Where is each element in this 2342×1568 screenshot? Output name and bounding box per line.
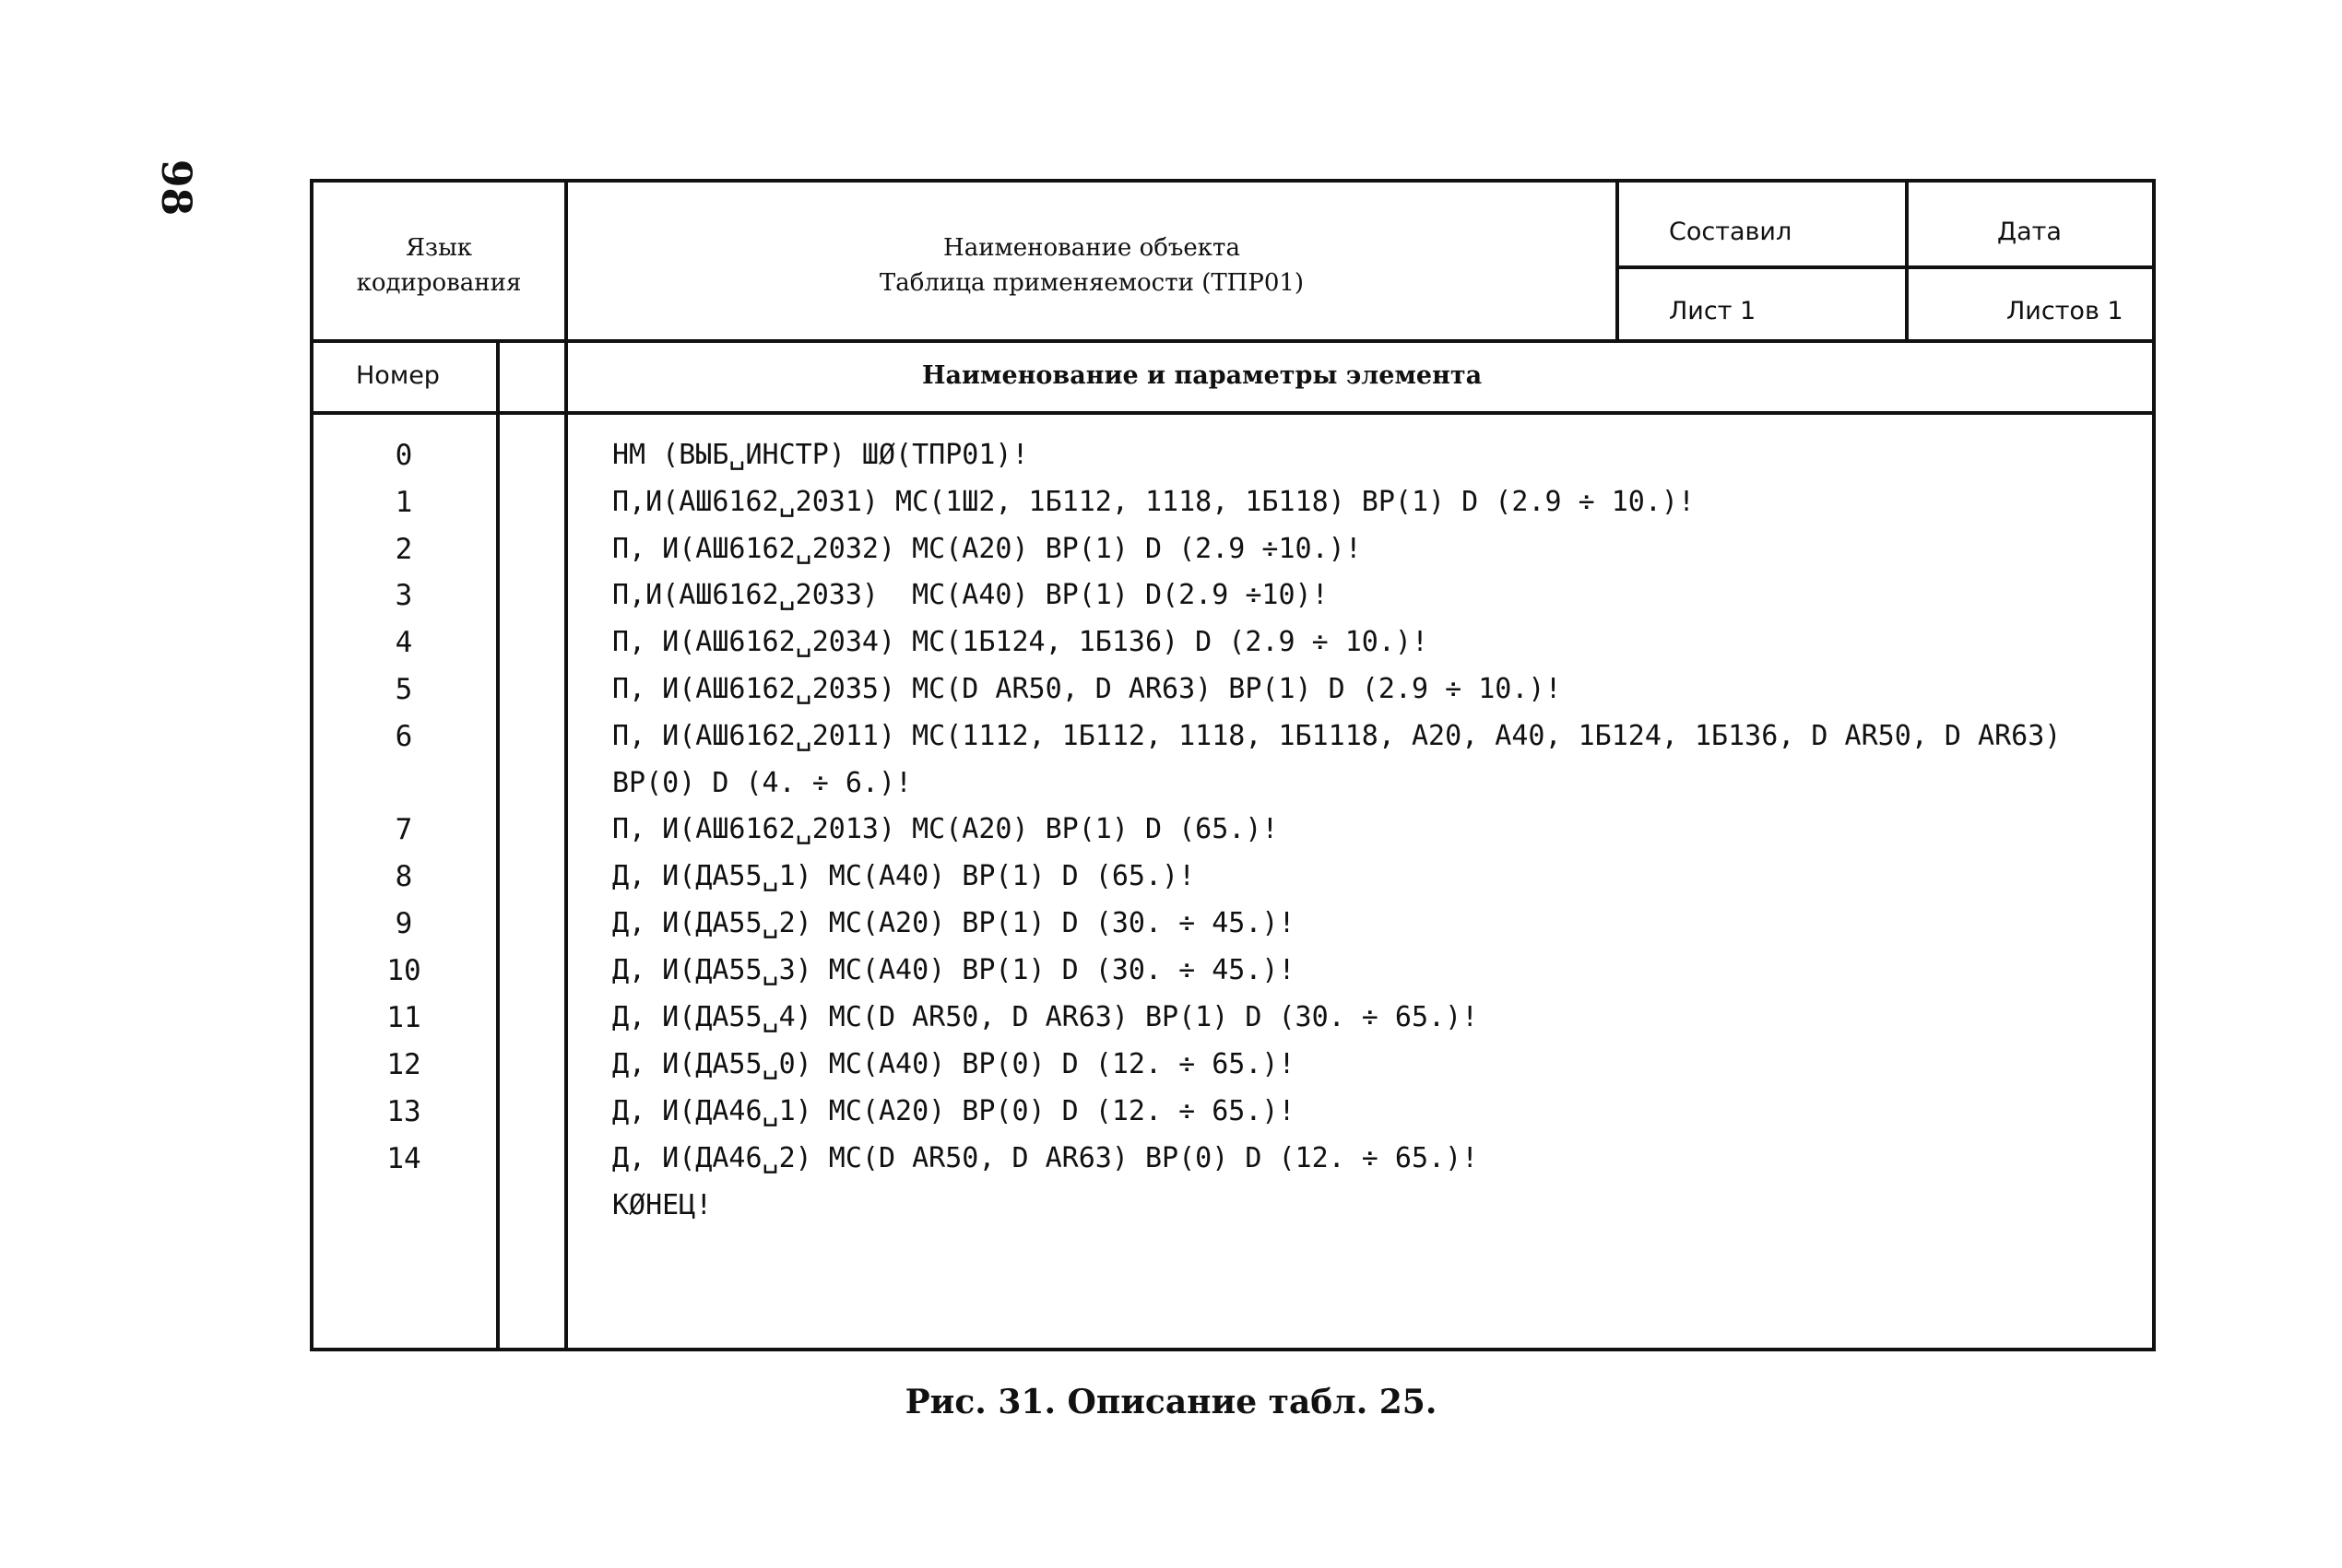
row-number: 4	[395, 626, 413, 659]
description-table	[310, 179, 2156, 1351]
language-label-line1: Язык	[405, 234, 473, 262]
row-code: П, И(АШ6162␣2013) МС(А20) ВР(1) D (65.)!	[612, 813, 1279, 845]
row-code: НМ (ВЫБ␣ИНСТР) ШØ(ТПР01)!	[612, 439, 1029, 471]
number-column-header: Номер	[356, 361, 440, 390]
row-number: 8	[395, 860, 413, 893]
language-label	[313, 230, 564, 301]
language-column-divider	[564, 179, 568, 1351]
row-code: Д, И(ДА46␣1) МС(А20) ВР(0) D (12. ÷ 65.)!	[612, 1095, 1295, 1127]
sheet-divider	[1615, 265, 2156, 269]
row-code: П, И(АШ6162␣2011) МС(1112, 1Б112, 1118, 1Б1118, А20, А40, 1Б124, 1Б136, D AR50, D AR63)	[612, 720, 2062, 752]
row-code: Д, И(ДА46␣2) МС(D AR50, D AR63) ВР(0) D (12. ÷ 65.)!	[612, 1142, 1479, 1174]
object-name: Таблица применяемости (ТПР01)	[879, 269, 1305, 297]
row-number: 0	[395, 439, 413, 472]
row-code: КØНЕЦ!	[612, 1189, 713, 1221]
row-code: П, И(АШ6162␣2035) МС(D AR50, D AR63) ВР(1) D (2.9 ÷ 10.)!	[612, 673, 1562, 705]
row-code: П, И(АШ6162␣2034) МС(1Б124, 1Б136) D (2.9 ÷ 10.)!	[612, 626, 1429, 658]
row-number: 7	[395, 813, 413, 846]
row-code: Д, И(ДА55␣3) МС(А40) ВР(1) D (30. ÷ 45.)!	[612, 954, 1295, 986]
row-number: 9	[395, 907, 413, 940]
language-label-line2: кодирования	[356, 269, 522, 297]
figure-caption: Рис. 31. Описание табл. 25.	[905, 1383, 1437, 1421]
row-number: 2	[395, 533, 413, 566]
row-code: Д, И(ДА55␣1) МС(А40) ВР(1) D (65.)!	[612, 860, 1196, 892]
row-code: Д, И(ДА55␣4) МС(D AR50, D AR63) ВР(1) D (30. ÷ 65.)!	[612, 1001, 1479, 1033]
row-code: Д, И(ДА55␣2) МС(А20) ВР(1) D (30. ÷ 45.)!	[612, 907, 1295, 939]
compiled-column-divider	[1615, 179, 1619, 341]
row-number: 3	[395, 579, 413, 612]
sheets-label: Листов 1	[2006, 297, 2123, 325]
row-code: П,И(АШ6162␣2033) МС(А40) ВР(1) D(2.9 ÷10)!	[612, 579, 1329, 611]
row-number: 5	[395, 673, 413, 706]
row-number: 12	[386, 1048, 421, 1081]
row-code: ВР(0) D (4. ÷ 6.)!	[612, 767, 913, 799]
date-column-divider	[1905, 179, 1909, 341]
row-number: 1	[395, 486, 413, 519]
row-number: 6	[395, 720, 413, 753]
compiled-label: Составил	[1669, 218, 1792, 246]
element-column-header: Наименование и параметры элемента	[922, 361, 1483, 390]
row-number: 13	[386, 1095, 421, 1128]
column-header-divider	[310, 411, 2156, 415]
row-code: П,И(АШ6162␣2031) МС(1Ш2, 1Б112, 1118, 1Б118) ВР(1) D (2.9 ÷ 10.)!	[612, 486, 1695, 518]
row-number: 11	[386, 1001, 421, 1034]
page-number: 98	[152, 159, 200, 217]
row-code: П, И(АШ6162␣2032) МС(А20) ВР(1) D (2.9 ÷10.)!	[612, 533, 1362, 565]
object-cell	[568, 230, 1615, 301]
row-number: 14	[386, 1142, 421, 1175]
object-label: Наименование объекта	[943, 234, 1240, 262]
header-divider	[310, 339, 2156, 343]
date-label: Дата	[1997, 218, 2062, 246]
number-column-divider	[496, 339, 500, 1351]
row-code: Д, И(ДА55␣0) МС(А40) ВР(0) D (12. ÷ 65.)!	[612, 1048, 1295, 1080]
sheet-label: Лист 1	[1669, 297, 1756, 325]
row-number: 10	[386, 954, 421, 987]
